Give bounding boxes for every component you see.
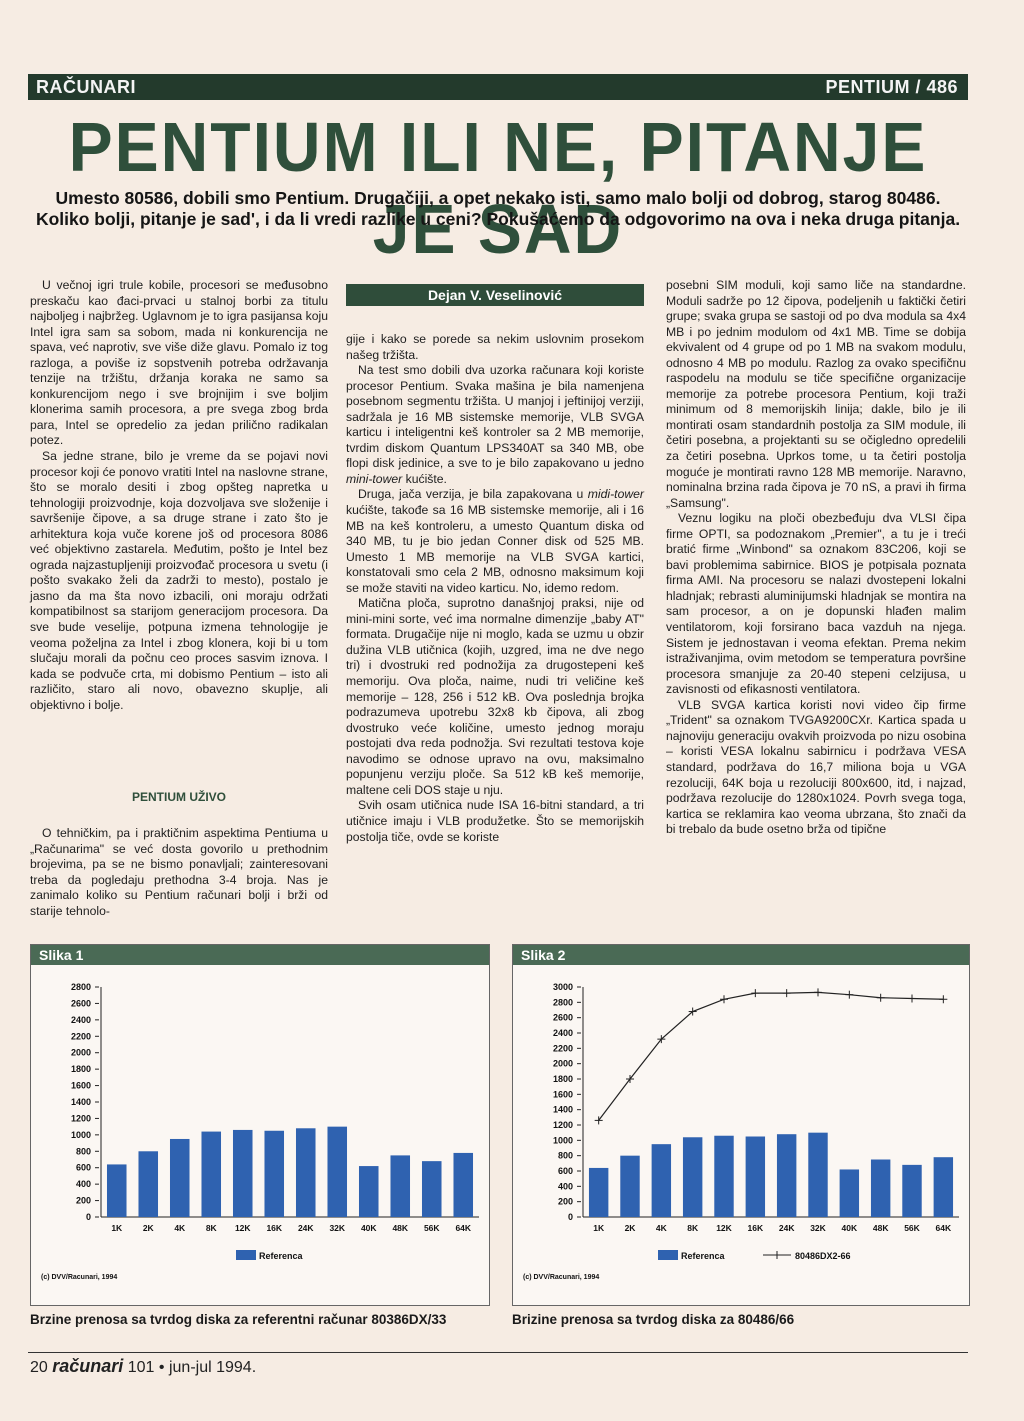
paragraph: Veznu logiku na ploči obezbeđuju dva VLSI čipa firme OPTI, sa podoznakom „Premier", a tu je i treći bratić firme „Winbond" sa oznakom 83C206, koji se bavi problemima sabirnice. BIOS je potpisala poznata firma AMI. Na procesoru se nalazi dvostepeni lokalni hladnjak; rebrasti aluminijumski hladnjak se montira na sam procesor, a on je dopunski hlađen malim ventilatorom, koji forsirano baca vazduh na njega. Sistem je jednostavan i veoma efektan. Prema nekim istraživanjima, ovim metodom se temperatura površine procesora smanjuje za 20-40 stepeni celzijusa, u zavisnosti od efikasnosti ventilatora. (666, 511, 966, 697)
issue-date: jun-jul 1994. (168, 1359, 257, 1376)
bar-32K (808, 1133, 827, 1217)
bar-48K (871, 1160, 890, 1218)
paragraph: U večnoj igri trule kobile, procesori se međusobno preskaču kao đaci-prvaci u stalnoj borbi za titulu najboljeg i najbržeg. Uglavnom je to igra pasijansa koju Intel igra sam sa sobom, mada ni konkurencija ne spava, već naprotiv, sve više diže glavu. Pomalo iz tog razloga, a poviše iz sopstvenih potreba održavanja tenzije na tržištu, držanja koraka ne samo sa konkurencijom nego i sve brojnijim i sve boljim klonerima samih procesora, a pre svega zbog brda para, Intel se opredelio za jedan prilično radikalan potez. (30, 278, 328, 448)
column-1-continued (30, 826, 328, 919)
column-3 (666, 278, 966, 838)
column-1 (30, 278, 328, 713)
bar-12K (714, 1136, 733, 1217)
chart-credit: (c) DVV/Racunari, 1994 (523, 1274, 600, 1281)
bar-1K (107, 1164, 127, 1217)
magazine-brand: računari (52, 1356, 124, 1376)
paragraph: posebni SIM moduli, koji samo liče na standardne. Moduli sadrže po 12 čipova, podeljenih u faktički četiri grupe; svaka grupa se sastoji od po dva modula sa 4x4 MB i po jednim modulom od 4x1 MB. Time se dobija ekvivalent od 4 grupe od po 1 MB na svakom modulu, odnosno 4 MB po modulu. Razlog za ovako specifičnu raspodelu na modulu se tiče specifične organizacije memorije za potrebe procesora Pentium, koji traži minimum od 8 memorijskih linija; dakle, bilo je ili montirati osam standardnih postolja za SIM module, ili četiri posebna, a projektanti su se očigledno opredelili za četiri posebna. Uprkos tome, u ta četiri postolja moguće je montirati ravno 128 MB memorije. Naravno, nominalna brzina rada čipova je 70 nS, a pravi ih firma „Samsung". (666, 278, 966, 510)
x-tick-label: 1K (593, 1223, 605, 1233)
y-tick-label: 2200 (70, 1031, 91, 1042)
legend-swatch-referenca (658, 1250, 678, 1260)
y-tick-label: 200 (557, 1196, 573, 1207)
bar-32K (327, 1127, 347, 1217)
chart-heading: Slika 2 (513, 945, 969, 965)
paragraph: O tehničkim, pa i praktičnim aspektima Pentiuma u „Računarima" se već dosta govorilo u prethodnim brojevima, pa se ne bismo ponavljali; zainteresovani treba da pogledaju prethodna 3-4 broja. Nas je zanimalo koliko su Pentium računari bolji i brži od starije tehnolo- (30, 826, 328, 918)
y-tick-label: 1200 (70, 1113, 91, 1124)
y-tick-label: 0 (567, 1212, 573, 1222)
y-tick-label: 2600 (552, 1012, 573, 1023)
y-tick-label: 1400 (552, 1104, 573, 1115)
paragraph: gije i kako se porede sa nekim uslovnim prosekom našeg tržišta. (346, 332, 644, 362)
author-byline: Dejan V. Veselinović (346, 284, 644, 306)
article-lead: Umesto 80586, dobili smo Pentium. Drugačiji, a opet nekako isti, samo malo bolji od dobrog, starog 80486. Koliko bolji, pitanje je sad', i da li vredi razlike u ceni? Pokušaćemo da odgovorimo na ova i neka druga pitanja. (35, 188, 961, 229)
y-tick-label: 1600 (552, 1089, 573, 1100)
y-tick-label: 800 (557, 1150, 573, 1161)
bar-40K (840, 1169, 859, 1217)
y-tick-label: 2000 (552, 1058, 573, 1069)
x-tick-label: 48K (392, 1223, 409, 1233)
y-tick-label: 2400 (70, 1014, 91, 1025)
y-tick-label: 1000 (552, 1135, 573, 1146)
x-tick-label: 64K (935, 1223, 952, 1233)
bar-2K (620, 1156, 639, 1217)
x-tick-label: 40K (841, 1223, 858, 1233)
x-tick-label: 16K (266, 1223, 283, 1233)
column-2 (346, 332, 644, 845)
chart-1-caption: Brzine prenosa sa tvrdog diska za referentni računar 80386DX/33 (30, 1312, 447, 1327)
bar-40K (359, 1166, 379, 1217)
x-tick-label: 56K (904, 1223, 920, 1233)
paragraph: VLB SVGA kartica koristi novi video čip firme „Trident" sa oznakom TVGA9200CXr. Kartica spada u najnoviju generaciju ovakvih proizvoda po nizu osobina – koristi VESA lokalnu sabirnicu i podržava VESA standard, podržava do 16,7 miliona boja u VGA rezoluciji, 64K boja u rezoluciji 800x600, itd, i najzad, podržava rezolucije do 1280x1024. Povrh svega toga, kartica se reklamira kao veoma ubrzana, što znači da bi trebalo da bude osetno brža od tipične (666, 697, 966, 837)
bar-16K (264, 1131, 284, 1217)
x-tick-label: 4K (174, 1223, 186, 1233)
chart-1-plot (31, 965, 489, 1285)
y-tick-label: 1800 (552, 1074, 573, 1084)
bar-56K (902, 1165, 921, 1217)
y-tick-label: 200 (75, 1195, 91, 1206)
bar-24K (296, 1128, 316, 1217)
x-tick-label: 16K (747, 1223, 764, 1233)
issue-number: 101 (127, 1359, 155, 1376)
bar-8K (683, 1137, 702, 1217)
bar-4K (170, 1139, 190, 1217)
paragraph: Sa jedne strane, bilo je vreme da se pojavi novi procesor koji će ponovo vratiti Intel na naslovne strane, što se moralo desiti i zbog opšteg napretka u tehnologiji proizvodnje, koja dozvoljava sve složenije i savršenije čipove, a sa druge strane i zato što je arhitektura koja vuče korene još od procesora 8086 već objektivno zastarela. Međutim, pošto je Intel bez ograda najzastupljeniji proizvođač procesora u svetu (i pošto svakako želi da zadrži to mesto), postalo je jasno da ma šta novo izbacili, oni moraju održati kompatibilnost sa starijom generacijom procesora. Da sve bude veselije, potpuna izmena tehnologije je veoma poželjna za Intel i zbog klonera, koji bi u tom slučaju morali da počnu ceo proces sasvim iznova. I kada se podvuče crta, mi dobismo Pentium – isto ali različito, staro ali novo, obavezno skuplje, ali objektivno i bolje. (30, 449, 328, 712)
line-80486dx2-66 (599, 992, 944, 1120)
article-title: PENTIUM ILI NE, PITANJE JE SAD (68, 108, 928, 268)
y-tick-label: 600 (75, 1162, 91, 1173)
paragraph: Na test smo dobili dva uzorka računara koji koriste procesor Pentium. Svaka mašina je bila namenjena posebnom segmentu tržišta. U manjoj i jeftinijoj verziji, sadržala je 16 MB sistemske memorije, VLB SVGA karticu i inteligentni keš kontroler sa 2 MB memorije, tvrdim diskom Quantum LPS340AT sa 340 MB, obe flopi disk jedinice, a sve to je bilo zapakovano u jedno mini-tower kućište. (346, 363, 644, 486)
chart-credit: (c) DVV/Racunari, 1994 (41, 1274, 118, 1281)
chart-slika-1 (30, 944, 490, 1306)
chart-heading: Slika 1 (31, 945, 489, 965)
paragraph: Svih osam utičnica nude ISA 16-bitni standard, a tri utičnice imaju i VLB produžetke. Što se memorijskih postolja tiče, ovde se koriste (346, 798, 644, 844)
legend-swatch-referenca (236, 1250, 256, 1260)
x-tick-label: 1K (111, 1223, 123, 1233)
y-tick-label: 400 (75, 1179, 91, 1190)
y-tick-label: 2400 (552, 1028, 573, 1038)
bar-64K (934, 1157, 953, 1217)
bar-1K (589, 1168, 608, 1217)
chart-2-plot (513, 965, 969, 1285)
y-tick-label: 2600 (70, 998, 91, 1009)
page-footer (30, 1356, 256, 1377)
section-header-bar (28, 74, 968, 100)
x-tick-label: 56K (423, 1223, 440, 1233)
y-tick-label: 0 (85, 1212, 91, 1222)
bar-12K (233, 1130, 253, 1217)
y-tick-label: 1600 (70, 1080, 91, 1091)
bar-24K (777, 1134, 796, 1217)
x-tick-label: 32K (329, 1223, 346, 1233)
bar-64K (453, 1153, 473, 1217)
x-tick-label: 2K (624, 1223, 636, 1233)
bar-2K (138, 1151, 158, 1217)
paragraph: Druga, jača verzija, je bila zapakovana u midi-tower kućište, takođe sa 16 MB sistemske memorije, ali i 16 MB na keš kontroleru, a umesto Quantum diska od 340 MB, tu je bio jedan Conner disk od 525 MB. Umesto 1 MB memorije na VLB SVGA kartici, konstatovali smo cela 2 MB, odnosno maksimum koji se može staviti na video karticu. No, idemo redom. (346, 487, 644, 595)
x-tick-label: 2K (142, 1223, 154, 1233)
y-tick-label: 2200 (552, 1043, 573, 1054)
legend-label-referenca: Referenca (681, 1251, 725, 1261)
chart-2-caption: Brizine prenosa sa tvrdog diska za 80486/66 (512, 1312, 795, 1327)
y-tick-label: 800 (75, 1146, 91, 1157)
x-tick-label: 8K (687, 1223, 699, 1233)
y-tick-label: 2800 (552, 997, 573, 1008)
y-tick-label: 1200 (552, 1120, 573, 1130)
bar-48K (390, 1155, 410, 1217)
bar-56K (422, 1161, 442, 1217)
topic-label: PENTIUM / 486 (825, 77, 958, 97)
x-tick-label: 24K (297, 1223, 314, 1233)
y-tick-label: 1000 (70, 1129, 91, 1140)
legend-label-80486dx2-66: 80486DX2-66 (795, 1251, 851, 1261)
x-tick-label: 48K (872, 1223, 889, 1233)
y-tick-label: 600 (557, 1166, 573, 1176)
y-tick-label: 400 (557, 1181, 573, 1192)
x-tick-label: 40K (360, 1223, 377, 1233)
bar-16K (746, 1137, 765, 1218)
section-label: RAČUNARI (36, 77, 136, 97)
y-tick-label: 1400 (70, 1097, 91, 1107)
bar-4K (652, 1144, 671, 1217)
y-tick-label: 3000 (552, 982, 573, 992)
paragraph: Matična ploča, suprotno današnjoj praksi, nije od mini-mini sorte, već ima normalne dimenzije „baby AT" formata. Drugačije nije ni moglo, kada se uzmu u obzir dužina VLB utičnica (kojih, uzgred, ima ne dve nego tri) i dvostruki red podnožija za drugostepeni keš memoriju. Ova ploča, naime, nudi tri veličine keš memorije – 128, 256 i 512 kB. Ova poslednja brojka podrazumeva upotrebu 32x8 kb čipova, ali zbog dvostruko veće količine, umesto jednog moraju postojati dva reda podnožja. Svi rezultati testova koje navodimo se odnose upravo na ovu, maksimalno popunjenu verziju ploče. Sa 512 kB keš memorije, maltene celi DOS staje u nju. (346, 596, 644, 797)
y-tick-label: 2000 (70, 1047, 91, 1058)
y-tick-label: 2800 (70, 982, 91, 992)
x-tick-label: 8K (205, 1223, 217, 1233)
bar-8K (201, 1132, 221, 1217)
x-tick-label: 24K (778, 1223, 795, 1233)
x-tick-label: 12K (234, 1223, 251, 1233)
page-number: 20 (30, 1359, 48, 1376)
x-tick-label: 64K (455, 1223, 472, 1233)
chart-slika-2 (512, 944, 970, 1306)
subheading: PENTIUM UŽIVO (131, 790, 226, 804)
y-tick-label: 1800 (70, 1064, 91, 1075)
x-tick-label: 4K (655, 1223, 667, 1233)
x-tick-label: 32K (810, 1223, 826, 1233)
legend-label-referenca: Referenca (259, 1251, 303, 1261)
footer-rule (28, 1352, 968, 1353)
x-tick-label: 12K (716, 1223, 732, 1233)
separator-dot: • (158, 1359, 165, 1376)
